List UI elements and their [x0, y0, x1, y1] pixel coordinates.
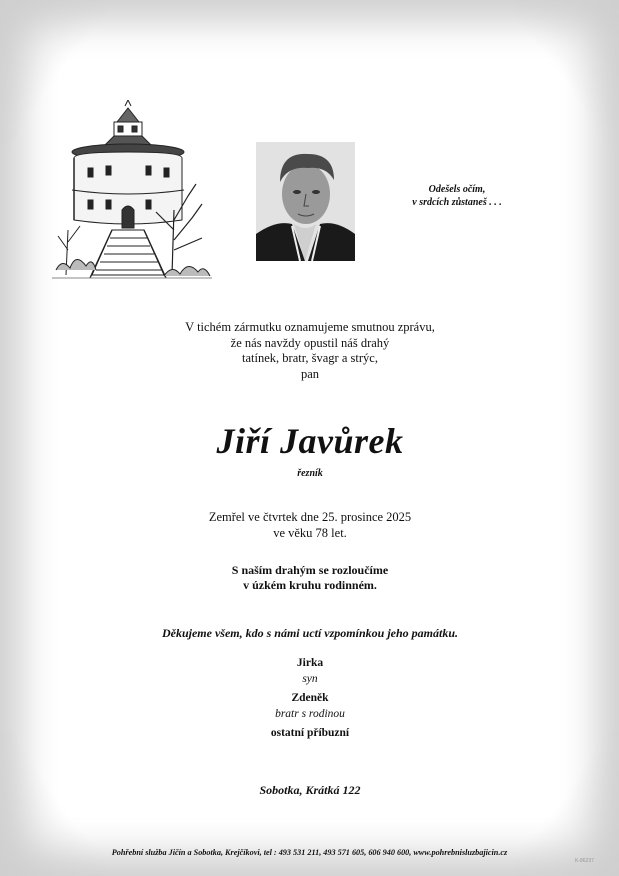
- mourners-list: [200, 656, 420, 742]
- farewell-line: S naším drahým se rozloučíme: [231, 563, 389, 577]
- mourner-name: Zdeněk: [291, 692, 329, 704]
- castle-tower-illustration: [52, 100, 212, 280]
- motto-verse: [392, 183, 522, 209]
- mourner-relation: bratr s rodinou: [275, 707, 345, 720]
- mourner-relation: syn: [302, 672, 318, 685]
- family-address: Sobotka, Krátká 122: [259, 783, 361, 797]
- intro-line: pan: [300, 366, 320, 381]
- farewell-notice: [150, 563, 470, 593]
- motto-line: v srdcích zůstaneš . . .: [412, 197, 502, 208]
- thanks-line: Děkujeme všem, kdo s námi uctí vzpomínkou jeho památku.: [161, 626, 458, 640]
- death-details: [150, 510, 470, 541]
- mourner-name: Jirka: [296, 657, 324, 669]
- death-age-line: ve věku 78 let.: [273, 525, 347, 540]
- document-code: K-86237: [575, 858, 594, 864]
- deceased-profession: řezník: [297, 468, 323, 479]
- farewell-line: v úzkém kruhu rodinném.: [243, 578, 377, 592]
- intro-line: že nás navždy opustil náš drahý: [230, 335, 390, 350]
- portrait-photo: [256, 142, 355, 261]
- deceased-name: Jiří Javůrek: [216, 421, 404, 461]
- announcement-intro: [120, 320, 500, 382]
- intro-line: V tichém zármutku oznamujeme smutnou zprávu,: [185, 320, 435, 334]
- mourner-name: ostatní příbuzní: [270, 727, 350, 739]
- funeral-service-footer: Pohřební služba Jičín a Sobotka, Krejčíkovi, tel : 493 531 211, 493 571 605, 606 940 600, www.pohrebnisluzbajicin.cz: [111, 848, 508, 857]
- motto-line: Odešels očím,: [428, 184, 486, 195]
- death-date-line: Zemřel ve čtvrtek dne 25. prosince 2025: [208, 510, 412, 524]
- intro-line: tatínek, bratr, švagr a strýc,: [242, 351, 378, 365]
